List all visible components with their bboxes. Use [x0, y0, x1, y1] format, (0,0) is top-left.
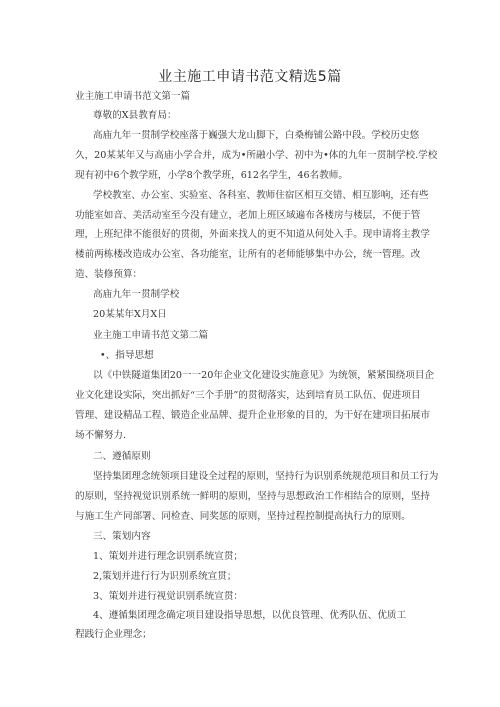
paragraph-line: 楼前两栋楼改造成办公室、各功能室，让所有的老师能够集中办公，统一管理。改 [75, 249, 421, 260]
paragraph-line: 以《中铁隧道集团20一一20年企业文化建设实施意见》为统领，紧紧围绕项目企 [93, 370, 435, 381]
paragraph-line: 1、策划并进行理念识别系统宣贯； [93, 551, 244, 562]
paragraph-line: 造、装修预算： [75, 269, 143, 280]
paragraph-line: 尊敬的X县教育局： [93, 110, 177, 121]
paragraph-line: 程践行企业理念； [75, 629, 152, 640]
paragraph-line: 业主施工申请书范文第二篇 [93, 330, 209, 341]
paragraph-line: 与施工生产同部署、同检查、同奖惩的原则，坚持过程控制提高执行力的原则。 [75, 511, 411, 522]
paragraph-line: 4、遵循集团理念确定项目建设指导思想，以优良管理、优秀队伍、优质工 [93, 610, 407, 621]
document-title: 业主施工申请书范文精选5篇 [158, 69, 342, 85]
paragraph-line: 场不懈努力. [75, 430, 127, 441]
paragraph-line: 功能室如音、美活动室至今没有建立，老加上班区域遍布各楼房与楼层，不便于管 [75, 210, 421, 221]
paragraph-line: •、指导思想 [100, 350, 154, 361]
paragraph-line: 二、遵循原则 [93, 451, 151, 462]
paragraph-line: 三、策划内容 [93, 531, 151, 542]
paragraph-line: 业主施工申请书范文第一篇 [75, 91, 191, 102]
paragraph-line: 理，上班纪律不能很好的贯彻，外面来找人的更不知道从何处入手。现申请将主教学 [75, 229, 430, 240]
paragraph-line: 2,策划并进行行为识别系统宣贯； [93, 571, 237, 582]
paragraph-line: 久，20某某年又与高庙小学合并，成为•所融小学、初中为•体的九年一贯制学校.学校 [75, 150, 438, 161]
paragraph-line: 业文化建设实际，突出抓好“三个手册”的贯彻落实，达到培育员工队伍、促进项目 [75, 390, 421, 401]
paragraph-line: 3、策划并进行视觉识别系统宣贯： [93, 591, 244, 602]
paragraph-line: 高庙九年一贯制学校座落于巍强大龙山脚下，白桑梅铺公路中段。学校历史悠 [93, 130, 420, 141]
paragraph-line: 高庙九年一贯制学校 [93, 289, 180, 300]
paragraph-line: 坚持集团理念统领项目建设全过程的原则，坚持行为识别系统规范项目和员工行为 [93, 471, 439, 482]
paragraph-line: 管理、建设精品工程、锻造企业品牌、提升企业形象的目的，为干好在建项目拓展市 [75, 410, 430, 421]
paragraph-line: 20某某年X月X日 [93, 309, 167, 320]
paragraph-line: 学校教室、办公室、实验室、各科室、教师住宿区相互交错、相互影响，还有些 [93, 190, 429, 201]
paragraph-line: 现有初中6个教学班，小学8个教学班，612名学生，46名教师。 [75, 170, 348, 181]
paragraph-line: 的原则，坚持视觉识别系统一鲜明的原则，坚持与思想政治工作相结合的原则，坚持 [75, 491, 430, 502]
